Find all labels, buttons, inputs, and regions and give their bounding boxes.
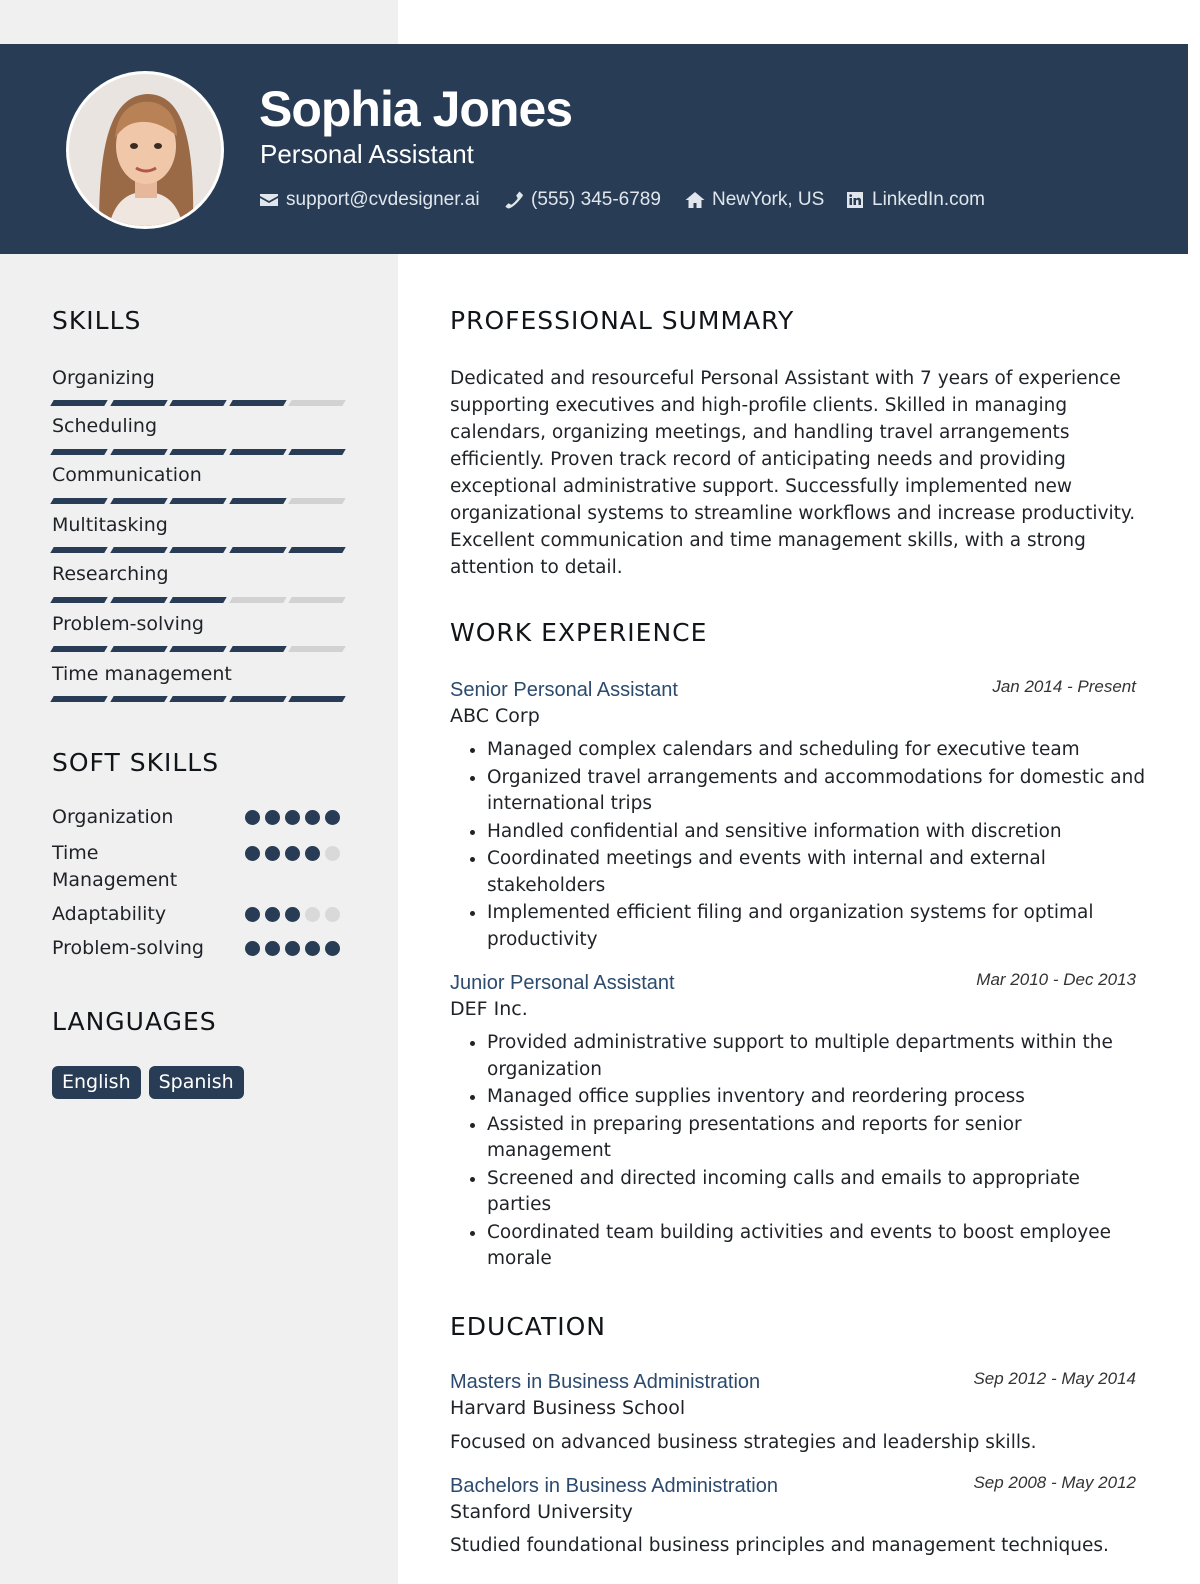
skill-bar-segment (169, 400, 226, 406)
rating-dot (325, 941, 340, 956)
rating-dot (285, 846, 300, 861)
envelope-icon (259, 190, 279, 210)
rating-dot (265, 810, 280, 825)
soft-skill-name: Adaptability (52, 903, 167, 925)
skill-name: Multitasking (52, 514, 168, 536)
contact-linkedin[interactable] (845, 189, 985, 211)
skill-bar-segment (229, 498, 286, 504)
skill-bar-segment (229, 597, 286, 603)
skill-bar-segment (50, 696, 107, 702)
skill-bar-segment (229, 696, 286, 702)
degree-dates: Sep 2012 - May 2014 (973, 1369, 1136, 1388)
skill-bar-segment (169, 498, 226, 504)
skill-bar-segment (289, 696, 346, 702)
skill-bar-segment (229, 400, 286, 406)
company-name: DEF Inc. (450, 998, 528, 1020)
rating-dot (325, 810, 340, 825)
job-bullet: • Managed complex calendars and scheduling for executive team (487, 737, 1149, 764)
contact-linkedin-text: LinkedIn.com (872, 189, 986, 210)
job-dates: Mar 2010 - Dec 2013 (976, 970, 1136, 989)
job-bullet: • Screened and directed incoming calls and emails to appropriate parties (487, 1166, 1149, 1219)
skill-bar-segment (289, 400, 346, 406)
skill-bar-segment (50, 498, 107, 504)
skill-name: Scheduling (52, 415, 158, 437)
rating-dot (265, 907, 280, 922)
soft-skill-rating (245, 810, 340, 825)
skill-bar-segment (110, 696, 167, 702)
skill-bar-segment (50, 646, 107, 652)
job-dates: Jan 2014 - Present (992, 677, 1136, 696)
job-bullet: • Handled confidential and sensitive information with discretion (487, 819, 1149, 846)
rating-dot (325, 907, 340, 922)
linkedin-icon (845, 190, 865, 210)
skill-name: Organizing (52, 367, 155, 389)
summary-text: Dedicated and resourceful Personal Assistant with 7 years of experience supporting executives and high-profile clients. Skilled in managing calendars, organizing meetings, and handling travel arrangements efficiently. Proven track record of anticipating needs and providing exceptional administrative support. Successfully implemented new organizational systems to streamline workflows and increase productivity. Excellent communication and time management skills, with a strong attention to detail. (450, 368, 1136, 578)
job-bullet: • Managed office supplies inventory and reordering process (487, 1084, 1149, 1111)
skill-bar-segment (289, 449, 346, 455)
home-icon (685, 190, 705, 210)
skills-heading: SKILLS (52, 306, 142, 335)
soft-skill-name: Problem-solving (52, 937, 204, 959)
rating-dot (305, 810, 320, 825)
contact-location[interactable] (685, 189, 824, 211)
rating-dot (245, 810, 260, 825)
job-bullet: • Provided administrative support to multiple departments within the organization (487, 1030, 1149, 1083)
soft-skill-rating (245, 907, 340, 922)
job-bullet: • Assisted in preparing presentations and reports for senior management (487, 1112, 1149, 1165)
contact-email-text: support@cvdesigner.ai (286, 189, 480, 210)
skill-level-bar (52, 449, 344, 455)
skill-level-bar (52, 696, 344, 702)
skill-level-bar (52, 597, 344, 603)
skill-bar-segment (110, 547, 167, 553)
job-bullet: • Organized travel arrangements and accommodations for domestic and international trips (487, 765, 1149, 818)
degree-name: Bachelors in Business Administration (450, 1475, 778, 1497)
rating-dot (245, 941, 260, 956)
rating-dot (305, 846, 320, 861)
rating-dot (285, 907, 300, 922)
soft-skill-rating (245, 941, 340, 956)
job-bullet: • Coordinated meetings and events with internal and external stakeholders (487, 846, 1149, 899)
skill-level-bar (52, 646, 344, 652)
education-heading: EDUCATION (450, 1312, 606, 1341)
skill-bar-segment (169, 547, 226, 553)
skill-bar-segment (169, 449, 226, 455)
skill-bar-segment (110, 597, 167, 603)
language-list (52, 1066, 244, 1099)
degree-name: Masters in Business Administration (450, 1371, 761, 1393)
skill-bar-segment (169, 597, 226, 603)
skill-name: Communication (52, 464, 202, 486)
contact-location-text: NewYork, US (712, 189, 825, 210)
skill-bar-segment (169, 646, 226, 652)
skill-bar-segment (50, 400, 107, 406)
summary-heading: PROFESSIONAL SUMMARY (450, 306, 795, 335)
skill-bar-segment (50, 597, 107, 603)
language-chip: Spanish (149, 1066, 244, 1099)
school-name: Harvard Business School (450, 1397, 686, 1419)
skill-bar-segment (229, 646, 286, 652)
skill-bar-segment (229, 547, 286, 553)
contact-phone[interactable] (504, 189, 661, 211)
contact-phone-text: (555) 345-6789 (531, 189, 661, 210)
skill-level-bar (52, 498, 344, 504)
skill-bar-segment (110, 498, 167, 504)
rating-dot (305, 907, 320, 922)
soft-skill-rating (245, 846, 340, 861)
degree-description: Studied foundational business principles and management techniques. (450, 1535, 1109, 1556)
skill-bar-segment (110, 646, 167, 652)
phone-icon (504, 190, 524, 210)
skill-level-bar (52, 547, 344, 553)
skill-bar-segment (289, 547, 346, 553)
job-bullet: • Implemented efficient filing and organization systems for optimal productivity (487, 900, 1149, 953)
rating-dot (265, 846, 280, 861)
rating-dot (245, 846, 260, 861)
skill-bar-segment (50, 449, 107, 455)
contact-email[interactable] (259, 189, 480, 211)
skill-bar-segment (169, 696, 226, 702)
skill-bar-segment (110, 449, 167, 455)
language-chip: English (52, 1066, 141, 1099)
experience-heading: WORK EXPERIENCE (450, 618, 708, 647)
skill-name: Problem-solving (52, 613, 204, 635)
skill-level-bar (52, 400, 344, 406)
job-bullet: • Coordinated team building activities and events to boost employee morale (487, 1220, 1149, 1273)
degree-description: Focused on advanced business strategies and leadership skills. (450, 1432, 1037, 1453)
company-name: ABC Corp (450, 705, 540, 727)
candidate-name: Sophia Jones (259, 81, 573, 137)
skill-bar-segment (289, 646, 346, 652)
skill-name: Researching (52, 563, 169, 585)
soft-skill-name: Organization (52, 806, 174, 828)
rating-dot (265, 941, 280, 956)
languages-heading: LANGUAGES (52, 1007, 217, 1036)
skill-bar-segment (50, 547, 107, 553)
job-bullet-list (487, 1030, 1149, 1274)
school-name: Stanford University (450, 1501, 633, 1523)
skill-bar-segment (110, 400, 167, 406)
rating-dot (245, 907, 260, 922)
rating-dot (285, 941, 300, 956)
soft-skills-heading: SOFT SKILLS (52, 748, 220, 777)
rating-dot (325, 846, 340, 861)
rating-dot (305, 941, 320, 956)
skill-bar-segment (229, 449, 286, 455)
degree-dates: Sep 2008 - May 2012 (973, 1473, 1136, 1492)
skill-bar-segment (289, 597, 346, 603)
rating-dot (285, 810, 300, 825)
job-role: Senior Personal Assistant (450, 679, 678, 701)
job-title: Personal Assistant (260, 139, 474, 169)
job-role: Junior Personal Assistant (450, 972, 675, 994)
profile-photo (66, 71, 224, 229)
skill-name: Time management (52, 663, 232, 685)
soft-skill-name: Time Management (52, 842, 178, 891)
skill-bar-segment (289, 498, 346, 504)
job-bullet-list (487, 737, 1149, 954)
